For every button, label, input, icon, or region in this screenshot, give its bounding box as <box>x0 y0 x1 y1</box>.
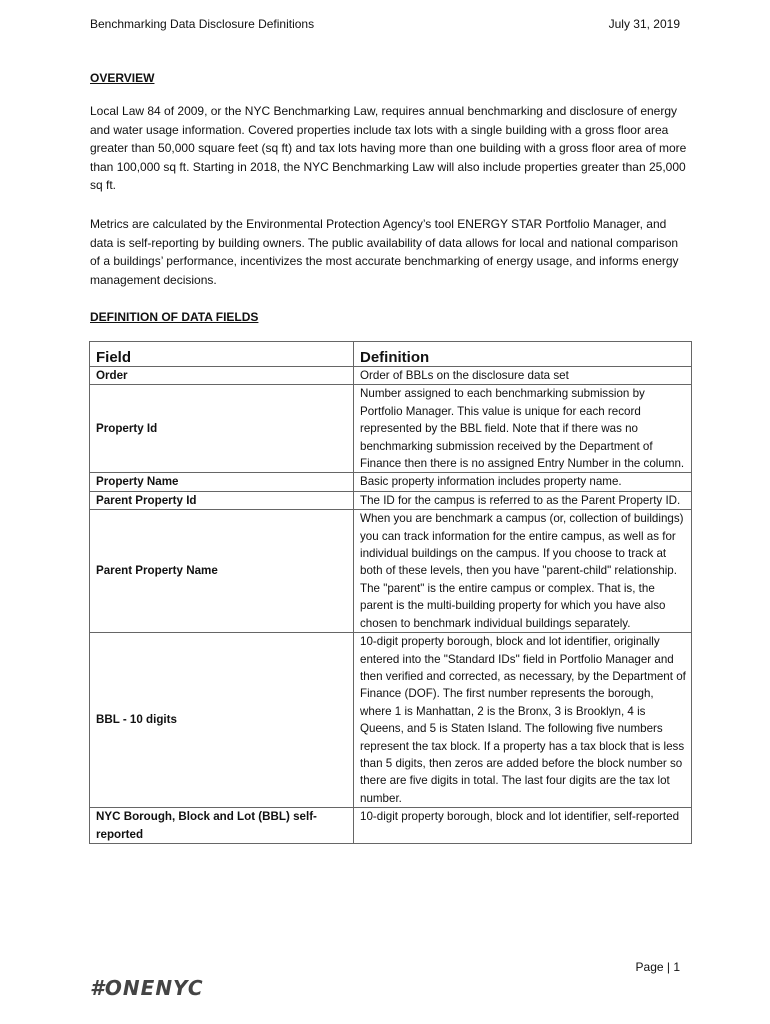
document-date: July 31, 2019 <box>608 17 680 31</box>
table-row <box>90 473 692 491</box>
field-name: Parent Property Name <box>90 510 354 633</box>
column-header-field: Field <box>90 342 354 367</box>
page-header <box>90 17 680 37</box>
definitions-heading: DEFINITION OF DATA FIELDS <box>90 310 259 324</box>
field-name: Property Name <box>90 473 354 491</box>
field-definition: Basic property information includes property name. <box>354 473 692 491</box>
overview-heading: OVERVIEW <box>90 71 155 85</box>
page-number: Page | 1 <box>635 960 680 974</box>
field-name: Order <box>90 367 354 385</box>
document-title: Benchmarking Data Disclosure Definitions <box>90 17 315 31</box>
field-definition: When you are benchmark a campus (or, collection of buildings) you can track information for the entire campus, as well as for individual buildings on the campus. If you choose to track at both of these levels, then you have "parent-child" relationship. The "parent" is the entire campus or complex. That is, the parent is the multi-building property for which you have also chosen to benchmark individual buildings separately. <box>354 510 692 633</box>
field-definition: Order of BBLs on the disclosure data set <box>354 367 692 385</box>
onenyc-logo: #ONENYC <box>90 976 204 1000</box>
overview-paragraph-1: Local Law 84 of 2009, or the NYC Benchmarking Law, requires annual benchmarking and disclosure of energy and water usage information. Covered properties include tax lots with a single building with a gross floor area greater than 50,000 square feet (sq ft) and tax lots having more than one building with a gross floor area of more than 100,000 sq ft. Starting in 2018, the NYC Benchmarking Law will also include properties greater than 25,000 sq ft. <box>90 104 687 193</box>
table-row <box>90 510 692 633</box>
field-definition: Number assigned to each benchmarking submission by Portfolio Manager. This value is unique for each record represented by the BBL field. Note that if there was no benchmarking submission received by the Department of Finance then there is no assigned Entry Number in the column. <box>354 385 692 473</box>
field-definition: The ID for the campus is referred to as the Parent Property ID. <box>354 491 692 509</box>
field-name: Property Id <box>90 385 354 473</box>
field-name: NYC Borough, Block and Lot (BBL) self-reported <box>90 808 354 844</box>
overview-paragraph-2: Metrics are calculated by the Environmental Protection Agency’s tool ENERGY STAR Portfolio Manager, and data is self-reporting by building owners. The public availability of data allows for local and national comparison of a buildings’ performance, incentivizes the most accurate benchmarking of energy usage, and informs energy management decisions. <box>90 217 679 287</box>
field-definition: 10-digit property borough, block and lot identifier, self-reported <box>354 808 692 844</box>
table-row <box>90 808 692 844</box>
table-row <box>90 385 692 473</box>
field-name: BBL - 10 digits <box>90 633 354 808</box>
table-row <box>90 633 692 808</box>
definitions-table <box>89 341 692 844</box>
column-header-definition: Definition <box>354 342 692 367</box>
table-row <box>90 367 692 385</box>
field-name: Parent Property Id <box>90 491 354 509</box>
table-header-row <box>90 342 692 367</box>
field-definition: 10-digit property borough, block and lot identifier, originally entered into the "Standard IDs" field in Portfolio Manager and then verified and corrected, as necessary, by the Department of Finance (DOF). The first number represents the borough, where 1 is Manhattan, 2 is the Bronx, 3 is Brooklyn, 4 is Queens, and 5 is Staten Island. The following five numbers represent the tax block. If a property has a tax block that is less than 5 digits, then zeros are added before the block number so there are five digits in total. The last four digits are the tax lot number. <box>354 633 692 808</box>
table-row <box>90 491 692 509</box>
